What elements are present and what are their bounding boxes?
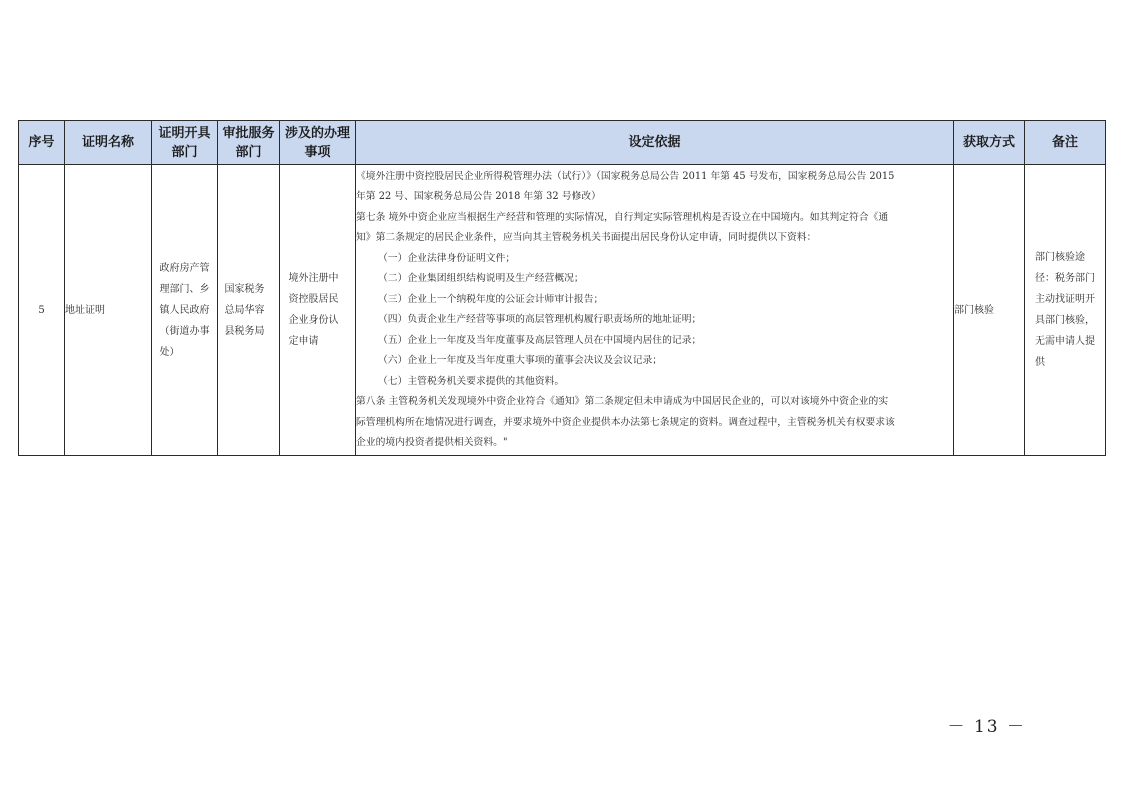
cell-note-text: 部门核验途径：税务部门主动找证明开具部门核验，无需申请人提供 [1035, 252, 1095, 368]
table-header-row [19, 121, 1106, 165]
basis-line: 际管理机构所在地情况进行调查，并要求境外中资企业提供本办法第七条规定的资料。调查过程中，主管税务机关有权要求该 [356, 416, 895, 428]
header-issuing-department-label: 证明开具部门 [158, 125, 211, 160]
page-number: － 13 － [947, 717, 1026, 737]
cell-certificate-name: 地址证明 [65, 165, 152, 456]
header-certificate-name: 证明名称 [65, 121, 152, 165]
cell-acquisition-method: 部门核验 [954, 165, 1025, 456]
basis-line: 第八条 主管税务机关发现境外中资企业符合《通知》第二条规定但未申请成为中国居民企业的，可以对该境外中资企业的实 [356, 396, 889, 407]
cell-approval-department-text: 国家税务总局华容县税务局 [224, 283, 265, 337]
header-no: 序号 [19, 121, 65, 165]
header-issuing-department [152, 121, 218, 165]
basis-list-item: （一）企业法律身份证明文件； [378, 252, 516, 264]
basis-line: 企业的境内投资者提供相关资料。" [356, 437, 508, 448]
table-row [19, 165, 1106, 456]
cell-related-matter [280, 165, 356, 456]
header-related-matter [280, 121, 356, 165]
basis-line: 第七条 境外中资企业应当根据生产经营和管理的实际情况，自行判定实际管理机构是否设立在中国境内。如其判定符合《通 [356, 211, 889, 223]
header-approval-department-label: 审批服务部门 [222, 125, 275, 160]
cell-issuing-department-text: 政府房产管理部门、乡镇人民政府（街道办事处） [159, 262, 210, 358]
cell-note [1025, 165, 1106, 456]
basis-line: 《境外注册中资控股居民企业所得税管理办法（试行）》（国家税务总局公告 2011 年第 45 号发布，国家税务总局公告 2015 [356, 170, 895, 182]
cell-related-matter-text: 境外注册中资控股居民企业身份认定申请 [288, 273, 339, 347]
basis-line: 年第 22 号、国家税务总局公告 2018 年第 32 号修改） [356, 191, 601, 202]
header-legal-basis: 设定依据 [356, 121, 954, 165]
header-note: 备注 [1025, 121, 1106, 165]
cell-legal-basis [356, 165, 954, 456]
basis-line: 知》第二条规定的居民企业条件，应当向其主管税务机关书面提出居民身份认定申请，同时提供以下资料： [356, 232, 817, 243]
basis-list-item: （五）企业上一年度及当年度董事及高层管理人员在中国境内居住的记录； [378, 334, 702, 346]
header-acquisition-method: 获取方式 [954, 121, 1025, 165]
basis-list-item: （二）企业集团组织结构说明及生产经营概况； [378, 273, 584, 284]
certificate-table [18, 120, 1106, 456]
basis-list-item: （六）企业上一年度及当年度重大事项的董事会决议及会议记录； [378, 355, 663, 366]
basis-list-item: （三）企业上一个纳税年度的公证会计师审计报告； [378, 293, 604, 305]
header-related-matter-label: 涉及的办理事项 [284, 125, 350, 160]
header-approval-department [218, 121, 280, 165]
basis-list-item: （七）主管税务机关要求提供的其他资料。 [378, 375, 565, 387]
cell-issuing-department [152, 165, 218, 456]
basis-list-item: （四）负责企业生产经营等事项的高层管理机构履行职责场所的地址证明； [378, 314, 702, 325]
cell-no: 5 [19, 165, 65, 456]
cell-approval-department [218, 165, 280, 456]
